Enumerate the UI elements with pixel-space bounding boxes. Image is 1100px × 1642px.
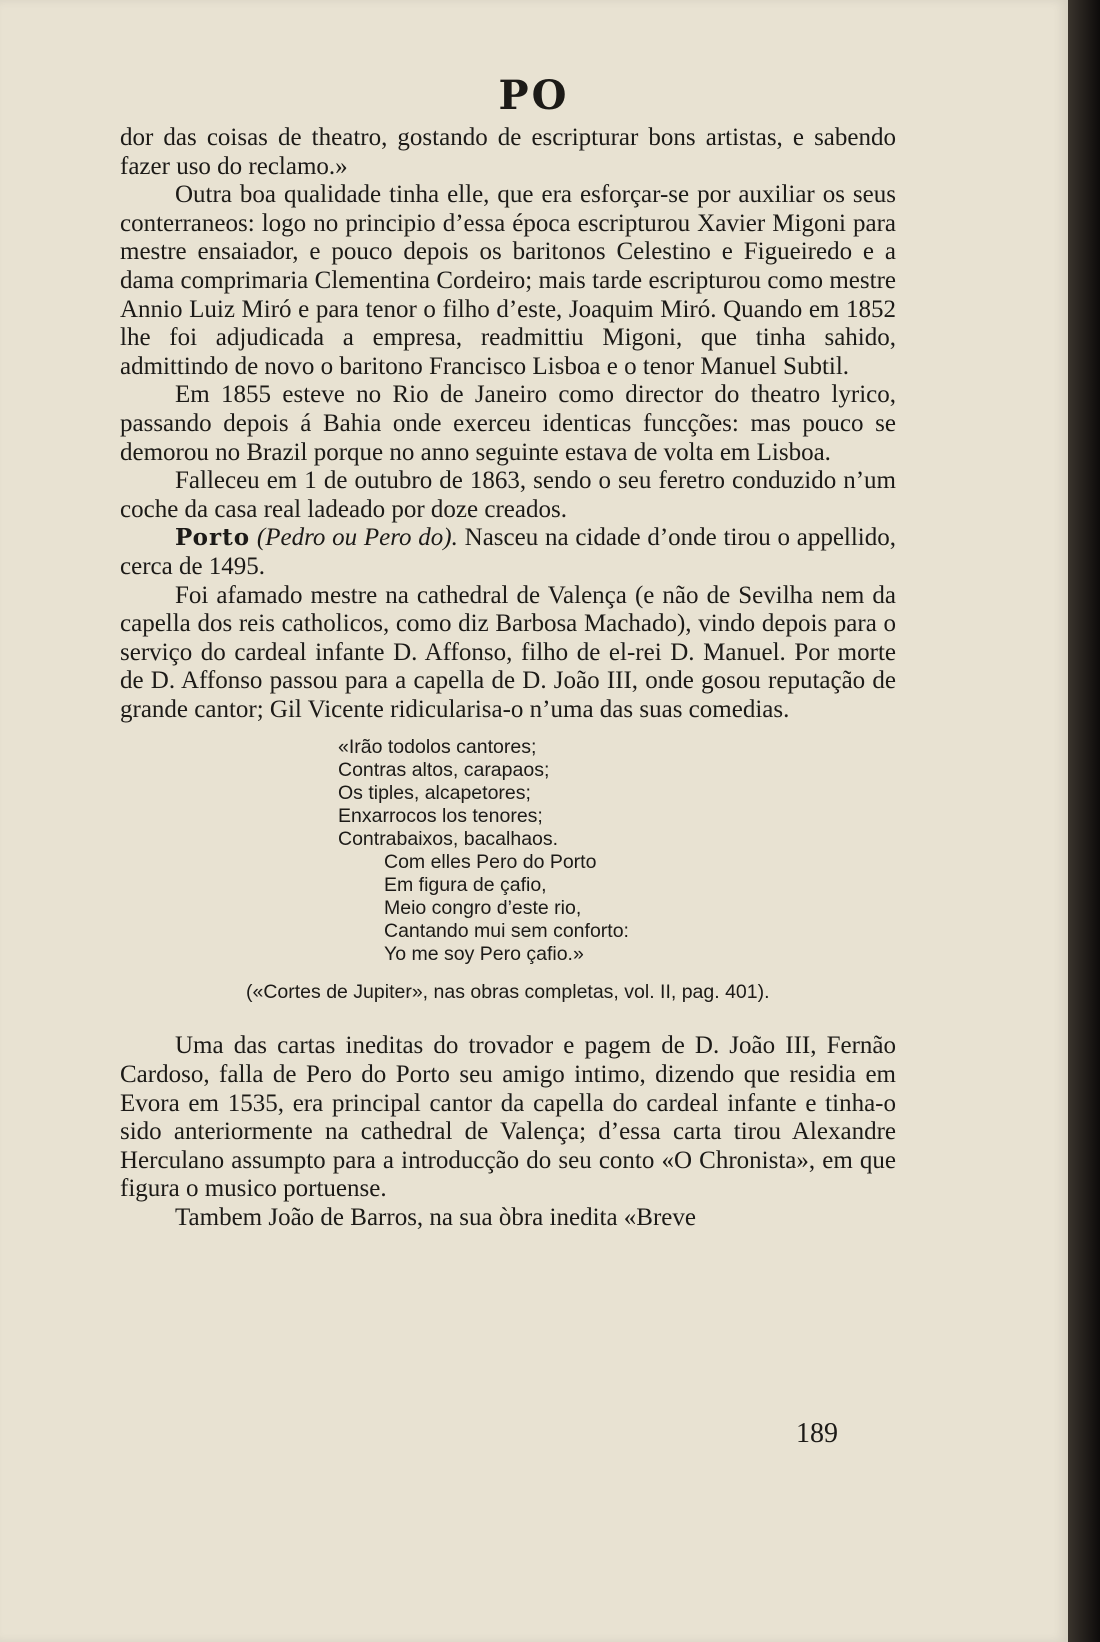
entry-porto [120,524,896,581]
running-title: PO [498,72,570,119]
entry-headword: Porto [175,524,251,552]
poem-line: Os tiples, alcapetores; [338,782,531,805]
paragraph-8: Tambem João de Barros, na sua òbra inedita «Breve [175,1204,696,1232]
poem-line: Cantando mui sem conforto: [384,920,629,943]
poem-line: Contras altos, carapaos; [338,759,550,782]
poem-citation: («Cortes de Jupiter», nas obras completas, vol. II, pag. 401). [246,981,770,1004]
paragraph-1: dor das coisas de theatro, gostando de escripturar bons artistas, e sabendo fazer uso do reclamo.» [120,124,896,180]
entry-alias: (Pedro ou Pero do). [256,524,458,552]
paragraph-6: Foi afamado mestre na cathedral de Valença (e não de Sevilha nem da capella dos reis catholicos, como diz Barbosa Machado), vindo depois para o serviço do cardeal infante D. Affonso, filho de el-rei D. Manuel. Por morte de D. Affonso passou para a capella de D. João III, onde gosou reputação de grande cantor; Gil Vicente ridicularisa-o n’uma das suas comedias. [120,581,896,723]
page-edge [1068,0,1100,1642]
poem-line: Em figura de çafio, [384,874,547,897]
page-number: 189 [796,1418,838,1449]
poem-line: Yo me soy Pero çafio.» [384,943,584,966]
paragraph-4: Falleceu em 1 de outubro de 1863, sendo o seu feretro conduzido n’um coche da casa real ladeado por doze creados. [120,467,896,523]
page-body [120,124,896,1233]
paragraph-2: Outra boa qualidade tinha elle, que era esforçar-se por auxiliar os seus conterraneos: logo no principio d’essa época escripturou Xavier Migoni para mestre ensaiador, e pouco depois os baritonos Celestino e Figueiredo e a dama comprimaria Clementina Cordeiro; mais tarde escripturou como mestre Annio Luiz Miró e para tenor o filho d’este, Joaquim Miró. Quando em 1852 lhe foi adjudicada a empresa, readmittiu Migoni, que tinha sahido, admittindo de novo o baritono Francisco Lisboa e o tenor Manuel Subtil. [120,181,896,380]
poem-line: Contrabaixos, bacalhaos. [338,828,559,851]
poem-quote [120,736,896,966]
entry-text: Nasceu na cidade d’onde tirou o appellido, cerca de 1495. [120,524,897,580]
poem-line: Com elles Pero do Porto [384,851,597,874]
poem-line: Enxarrocos los tenores; [338,805,543,828]
poem-line: «Irão todolos cantores; [338,736,537,759]
paragraph-3: Em 1855 esteve no Rio de Janeiro como director do theatro lyrico, passando depois á Bahia onde exerceu identicas funcções: mas pouco se demorou no Brazil porque no anno seguinte estava de volta em Lisboa. [120,381,896,466]
poem-line: Meio congro d’este rio, [384,897,582,920]
paragraph-7: Uma das cartas ineditas do trovador e pagem de D. João III, Fernão Cardoso, falla de Pero do Porto seu amigo intimo, dizendo que residia em Evora em 1535, era principal cantor da capella do cardeal infante e tinha-o sido anteriormente na cathedral de Valença; d’essa carta tirou Alexandre Herculano assumpto para a introducção do seu conto «O Chronista», em que figura o musico portuense. [120,1032,896,1203]
